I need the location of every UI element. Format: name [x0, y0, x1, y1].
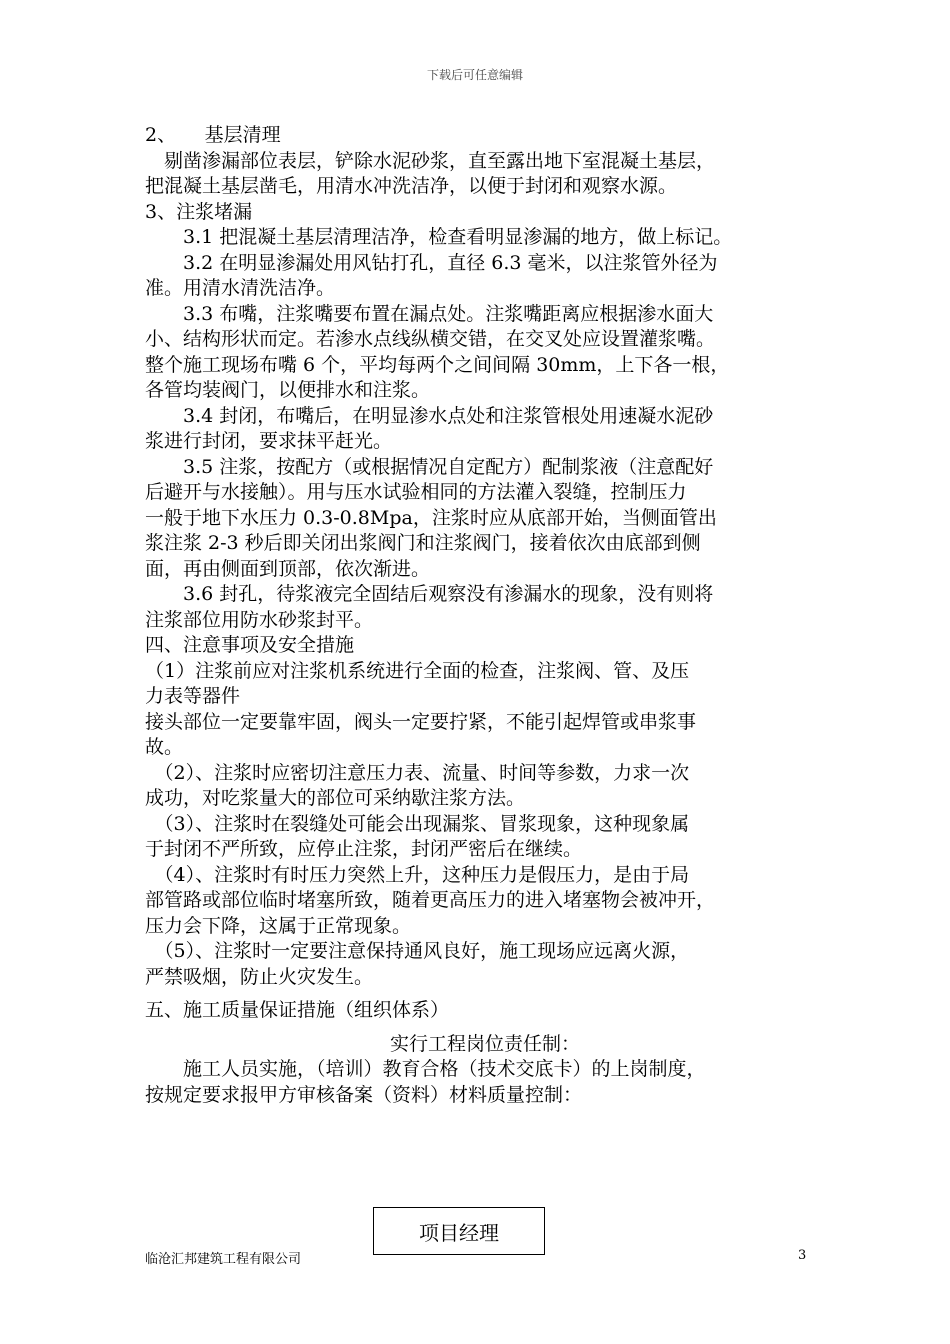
text-line: 注浆部位用防水砂浆封平。 [145, 608, 374, 631]
project-manager-box: 项目经理 [373, 1207, 545, 1255]
text-line: 把混凝土基层凿毛，用清水冲洗洁净，以便于封闭和观察水源。 [145, 175, 678, 197]
text-line: 接头部位一定要靠牢固，阀头一定要拧紧，不能引起焊管或串浆事 [145, 710, 697, 733]
text-line: 整个施工现场布嘴 6 个，平均每两个之间间隔 30mm，上下各一根， [145, 353, 730, 376]
text-line: 小、结构形状而定。若渗水点线纵横交错，在交叉处应设置灌浆嘴。 [145, 328, 716, 350]
text-line: 一般于地下水压力 0.3-0.8Mpa，注浆时应从底部开始，当侧面管出 [145, 506, 717, 529]
text-line: 3.4 封闭，布嘴后，在明显渗水点处和注浆管根处用速凝水泥砂 [145, 404, 714, 427]
text-line: 力表等器件 [145, 685, 241, 707]
section-subtitle: 实行工程岗位责任制： [389, 1032, 580, 1055]
text-line: 3、注浆堵漏 [145, 200, 253, 223]
text-line: 面，再由侧面到顶部，依次渐进。 [145, 557, 431, 580]
text-line: 施工人员实施，（培训）教育合格（技术交底卡）的上岗制度， [145, 1058, 706, 1080]
text-line: 浆注浆 2-3 秒后即关闭出浆阀门和注浆阀门，接着依次由底部到侧 [145, 532, 701, 554]
text-line: 各管均装阀门，以便排水和注浆。 [145, 379, 431, 401]
text-line: 浆进行封闭，要求抹平赶光。 [145, 430, 393, 452]
page-number: 3 [798, 1248, 807, 1263]
text-line: （1）注浆前应对注浆机系统进行全面的检查，注浆阀、管、及压 [145, 659, 690, 682]
text-line: 3.2 在明显渗漏处用风钻打孔，直径 6.3 毫米，以注浆管外径为 [145, 251, 718, 274]
text-line: 成功，对吃浆量大的部位可采纳歇注浆方法。 [145, 787, 526, 809]
text-line: （4）、注浆时有时压力突然上升，这种压力是假压力，是由于局 [145, 863, 690, 886]
text-line: 严禁吸烟，防止火灾发生。 [145, 965, 374, 988]
text-line: （2）、注浆时应密切注意压力表、流量、时间等参数，力求一次 [145, 761, 690, 784]
text-line: 故。 [145, 736, 184, 758]
section-title: 五、施工质量保证措施（组织体系） [145, 999, 450, 1021]
footer-company: 临沧汇邦建筑工程有限公司 [145, 1252, 302, 1267]
page-header: 下载后可任意编辑 [426, 68, 523, 82]
text-line: 3.6 封孔，待浆液完全固结后观察没有渗漏水的现象，没有则将 [145, 583, 714, 605]
text-line: 后避开与水接触）。用与压水试验相同的方法灌入裂缝，控制压力 [145, 481, 687, 503]
text-line: 部管路或部位临时堵塞所致，随着更高压力的进入堵塞物会被冲开， [145, 889, 716, 911]
text-line: （5）、注浆时一定要注意保持通风良好，施工现场应远离火源， [145, 940, 690, 962]
text-line: （3）、注浆时在裂缝处可能会出现漏浆、冒浆现象，这种现象属 [145, 812, 690, 835]
text-line: 四、注意事项及安全措施 [145, 634, 355, 656]
text-line: 于封闭不严所致，应停止注浆，封闭严密后在继续。 [145, 838, 583, 860]
text-line: 3.1 把混凝土基层清理洁净，检查看明显渗漏的地方，做上标记。 [145, 226, 733, 248]
text-line: 准。用清水清洗洁净。 [145, 277, 336, 299]
text-line: 压力会下降，这属于正常现象。 [145, 914, 412, 937]
text-line: 剔凿渗漏部位表层，铲除水泥砂浆，直至露出地下室混凝土基层， [145, 149, 716, 172]
body-text [145, 123, 825, 1108]
text-line: 按规定要求报甲方审核备案（资料）材料质量控制： [145, 1083, 583, 1106]
text-line: 2、 基层清理 [145, 124, 281, 146]
text-line: 3.3 布嘴，注浆嘴要布置在漏点处。注浆嘴距离应根据渗水面大 [145, 302, 714, 325]
text-line: 3.5 注浆，按配方（或根据情况自定配方）配制浆液（注意配好 [145, 455, 714, 478]
